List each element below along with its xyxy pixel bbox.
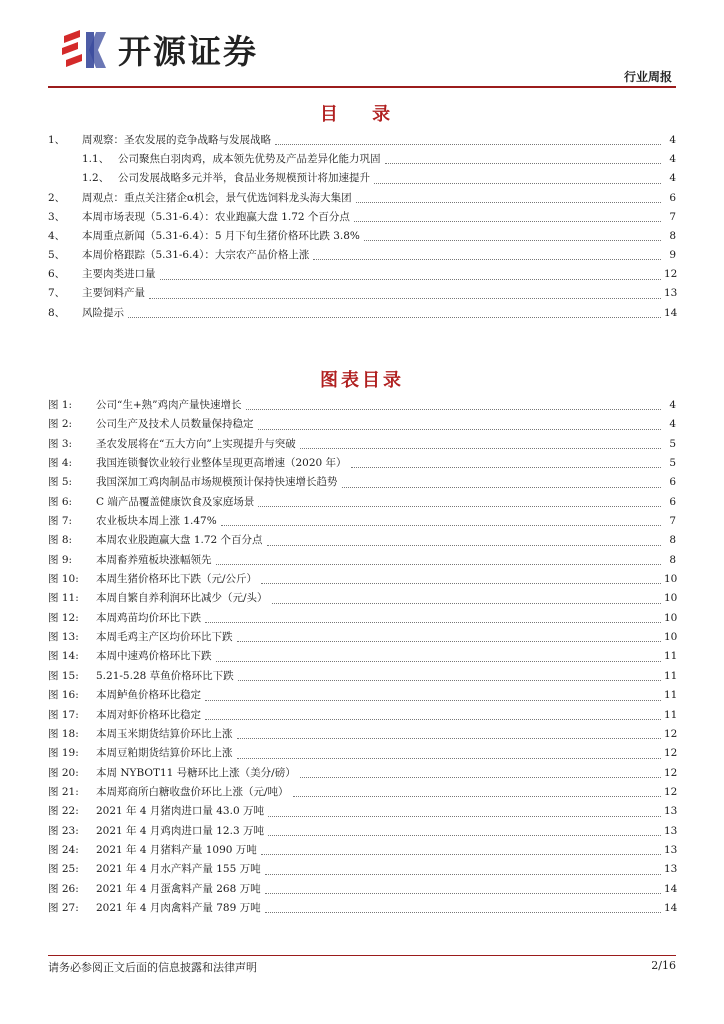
toc-entry[interactable]: [48, 131, 676, 150]
footer-divider: [48, 955, 676, 956]
entry-page-number: 9: [669, 249, 676, 262]
entry-label[interactable]: 公司聚焦白羽肉鸡，成本领先优势及产品差异化能力巩固: [118, 153, 381, 166]
entry-page-number: 12: [664, 727, 678, 740]
entry-number: 图 15:: [48, 669, 79, 682]
entry-number: 图 18:: [48, 727, 79, 740]
entry-page-number: 14: [664, 306, 678, 319]
entry-number: 1.1、: [82, 153, 110, 166]
entry-page-number: 5: [669, 457, 676, 470]
entry-number: 图 16:: [48, 689, 79, 702]
dot-leader: [261, 853, 661, 855]
entry-number: 图 20:: [48, 766, 79, 779]
dot-leader: [160, 278, 662, 280]
entry-label[interactable]: 本周玉米期货结算价环比上涨: [96, 727, 233, 740]
figures-title: 图表目录: [320, 370, 404, 391]
entry-number: 2、: [48, 191, 66, 204]
entry-number: 图 25:: [48, 863, 79, 876]
entry-label[interactable]: 本周市场表现（5.31-6.4）：农业跑赢大盘 1.72 个百分点: [82, 210, 350, 223]
figure-entry[interactable]: [48, 493, 676, 512]
figure-entry[interactable]: [48, 551, 676, 570]
entry-page-number: 7: [669, 210, 676, 223]
entry-page-number: 8: [669, 553, 676, 566]
dot-leader: [268, 815, 661, 817]
entry-page-number: 4: [669, 399, 676, 411]
dot-leader: [275, 143, 661, 145]
entry-label[interactable]: 本周 NYBOT11 号糖环比上涨（美分/磅）: [96, 766, 296, 779]
report-type-label: 行业周报: [623, 70, 672, 84]
toc-entry[interactable]: [48, 285, 676, 304]
entry-page-number: 13: [664, 287, 678, 300]
entry-label[interactable]: 风险提示: [82, 306, 124, 319]
entry-page-number: 4: [669, 172, 676, 185]
entry-page-number: 14: [664, 901, 678, 914]
entry-number: 图 14:: [48, 650, 79, 663]
dot-leader: [216, 563, 662, 565]
entry-page-number: 12: [664, 268, 678, 281]
entry-label[interactable]: 本周郑商所白糖收盘价环比上涨（元/吨）: [96, 785, 289, 798]
entry-label[interactable]: 公司“生+熟”鸡肉产量快速增长: [96, 399, 242, 411]
entry-number: 图 10:: [48, 573, 79, 586]
page-header: [48, 16, 676, 86]
dot-leader: [385, 162, 662, 164]
figure-entry[interactable]: [48, 744, 676, 763]
figure-entry[interactable]: [48, 706, 676, 725]
entry-number: 图 9:: [48, 553, 73, 566]
entry-label[interactable]: 公司生产及技术人员数量保持稳定: [96, 418, 254, 431]
dot-leader: [237, 640, 662, 642]
toc-entry[interactable]: [48, 189, 676, 208]
entry-page-number: 11: [664, 650, 678, 663]
figure-entry[interactable]: [48, 822, 676, 841]
dot-leader: [300, 447, 661, 449]
entry-page-number: 8: [669, 229, 676, 242]
entry-label[interactable]: 本周畜养殖板块涨幅领先: [96, 553, 212, 566]
figure-entry[interactable]: [48, 899, 676, 918]
dot-leader: [128, 316, 661, 318]
entry-number: 3、: [48, 210, 66, 223]
toc-entry[interactable]: [48, 246, 676, 265]
figure-entry[interactable]: [48, 647, 676, 666]
entry-label[interactable]: 周观点：重点关注猪企α机会，景气优选饲料龙头海大集团: [82, 191, 352, 204]
entry-label[interactable]: 本周价格跟踪（5.31-6.4）：大宗农产品价格上涨: [82, 249, 310, 262]
entry-number: 图 3:: [48, 437, 73, 450]
entry-page-number: 14: [664, 882, 678, 895]
entry-label[interactable]: 本周毛鸡主产区均价环比下跌: [96, 631, 233, 644]
entry-number: 图 6:: [48, 495, 73, 508]
dot-leader: [205, 718, 661, 720]
entry-page-number: 12: [664, 766, 678, 779]
figure-entry[interactable]: [48, 531, 676, 550]
entry-label[interactable]: 2021 年 4 月肉禽料产量 789 万吨: [96, 901, 261, 914]
kaiyuan-logo-icon: [58, 28, 114, 72]
entry-label[interactable]: 2021 年 4 月鸡肉进口量 12.3 万吨: [96, 824, 264, 837]
entry-number: 图 22:: [48, 805, 79, 818]
dot-leader: [205, 699, 661, 701]
entry-number: 图 23:: [48, 824, 79, 837]
entry-page-number: 11: [664, 689, 678, 702]
dot-leader: [237, 737, 662, 739]
entry-number: 1.2、: [82, 172, 110, 185]
figure-entry[interactable]: [48, 686, 676, 705]
figure-entry[interactable]: [48, 609, 676, 628]
entry-number: 图 4:: [48, 457, 73, 470]
dot-leader: [221, 524, 661, 526]
entry-label[interactable]: 我国深加工鸡肉制品市场规模预计保持快速增长趋势: [96, 476, 338, 489]
entry-page-number: 10: [664, 592, 678, 605]
entry-page-number: 13: [664, 843, 678, 856]
dot-leader: [216, 660, 662, 662]
entry-page-number: 13: [664, 863, 678, 876]
dot-leader: [265, 892, 661, 894]
dot-leader: [342, 486, 662, 488]
toc-entry[interactable]: [48, 265, 676, 284]
figure-entry[interactable]: [48, 725, 676, 744]
entry-label[interactable]: 我国连锁餐饮业较行业整体呈现更高增速（2020 年）: [96, 457, 347, 470]
entry-page-number: 5: [669, 437, 676, 450]
entry-number: 图 1:: [48, 399, 73, 411]
dot-leader: [258, 505, 661, 507]
figure-entry[interactable]: [48, 667, 676, 686]
dot-leader: [238, 679, 661, 681]
dot-leader: [265, 911, 661, 913]
dot-leader: [205, 621, 661, 623]
entry-number: 图 19:: [48, 747, 79, 760]
entry-number: 1、: [48, 133, 66, 146]
entry-page-number: 13: [664, 824, 678, 837]
footer-disclaimer: 请务必参阅正文后面的信息披露和法律声明: [48, 961, 257, 974]
entry-page-number: 12: [664, 785, 678, 798]
dot-leader: [300, 776, 661, 778]
figure-entry[interactable]: [48, 802, 676, 821]
figure-entry[interactable]: [48, 628, 676, 647]
entry-number: 图 24:: [48, 843, 79, 856]
entry-label[interactable]: 2021 年 4 月猪肉进口量 43.0 万吨: [96, 805, 264, 818]
entry-label[interactable]: 本周豆粕期货结算价环比上涨: [96, 747, 233, 760]
dot-leader: [149, 297, 661, 299]
dot-leader: [293, 795, 661, 797]
entry-page-number: 10: [664, 631, 678, 644]
entry-label[interactable]: C 端产品覆盖健康饮食及家庭场景: [96, 495, 255, 508]
entry-number: 图 27:: [48, 901, 79, 914]
figure-entry[interactable]: [48, 764, 676, 783]
entry-number: 7、: [48, 287, 66, 300]
dot-leader: [268, 834, 661, 836]
entry-label[interactable]: 2021 年 4 月水产料产量 155 万吨: [96, 863, 261, 876]
dot-leader: [267, 544, 661, 546]
toc-title: 目 录: [319, 104, 405, 125]
entry-number: 5、: [48, 249, 66, 262]
figure-entry[interactable]: [48, 415, 676, 434]
entry-label[interactable]: 本周重点新闻（5.31-6.4）：5 月下旬生猪价格环比跌 3.8%: [82, 229, 360, 242]
company-name: 开源证券: [118, 32, 258, 71]
figure-entry[interactable]: [48, 570, 676, 589]
dot-leader: [374, 182, 661, 184]
entry-number: 图 26:: [48, 882, 79, 895]
entry-page-number: 8: [669, 534, 676, 547]
entry-number: 图 21:: [48, 785, 79, 798]
entry-label[interactable]: 2021 年 4 月猪料产量 1090 万吨: [96, 843, 257, 856]
figure-entry[interactable]: [48, 396, 676, 415]
entry-label[interactable]: 本周农业股跑赢大盘 1.72 个百分点: [96, 534, 263, 547]
entry-number: 图 2:: [48, 418, 73, 431]
entry-page-number: 6: [669, 191, 676, 204]
entry-page-number: 10: [664, 611, 678, 624]
figure-entry[interactable]: [48, 454, 676, 473]
entry-label[interactable]: 主要饲料产量: [82, 287, 145, 300]
figure-entry[interactable]: [48, 435, 676, 454]
entry-page-number: 10: [664, 573, 678, 586]
dot-leader: [265, 873, 661, 875]
entry-label[interactable]: 5.21-5.28 草鱼价格环比下跌: [96, 669, 234, 682]
dot-leader: [258, 428, 662, 430]
figure-entry[interactable]: [48, 841, 676, 860]
entry-page-number: 6: [669, 495, 676, 508]
figure-entry[interactable]: [48, 589, 676, 608]
dot-leader: [313, 258, 661, 260]
entry-number: 4、: [48, 229, 66, 242]
dot-leader: [237, 757, 662, 759]
entry-label[interactable]: 本周对虾价格环比稳定: [96, 708, 201, 721]
entry-label[interactable]: 农业板块本周上涨 1.47%: [96, 515, 217, 528]
entry-number: 图 17:: [48, 708, 79, 721]
entry-page-number: 6: [669, 476, 676, 489]
entry-label[interactable]: 本周鸡苗均价环比下跌: [96, 611, 201, 624]
entry-number: 图 5:: [48, 476, 73, 489]
entry-page-number: 4: [669, 418, 676, 431]
entry-page-number: 7: [669, 515, 676, 528]
dot-leader: [356, 201, 661, 203]
entry-label[interactable]: 主要肉类进口量: [82, 268, 156, 281]
entry-page-number: 11: [664, 708, 678, 721]
figure-list: [48, 396, 676, 918]
table-of-contents: [48, 131, 676, 323]
figure-entry[interactable]: [48, 880, 676, 899]
entry-number: 图 12:: [48, 611, 79, 624]
toc-entry[interactable]: [48, 304, 676, 323]
entry-label[interactable]: 周观察：圣农发展的竞争战略与发展战略: [82, 133, 271, 146]
entry-number: 图 7:: [48, 515, 73, 528]
entry-page-number: 12: [664, 747, 678, 760]
entry-number: 图 8:: [48, 534, 73, 547]
toc-entry[interactable]: [48, 169, 676, 188]
dot-leader: [351, 466, 661, 468]
entry-page-number: 4: [669, 133, 676, 146]
entry-page-number: 13: [664, 805, 678, 818]
dot-leader: [261, 582, 661, 584]
entry-page-number: 4: [669, 153, 676, 166]
entry-label[interactable]: 本周自繁自养利润环比减少（元/头）: [96, 592, 268, 605]
entry-label[interactable]: 本周中速鸡价格环比下跌: [96, 650, 212, 663]
header-divider: [48, 86, 676, 88]
entry-number: 6、: [48, 268, 66, 281]
dot-leader: [272, 602, 661, 604]
toc-entry[interactable]: [48, 208, 676, 227]
entry-page-number: 11: [664, 669, 678, 682]
toc-entry[interactable]: [48, 150, 676, 169]
dot-leader: [364, 239, 661, 241]
entry-label[interactable]: 2021 年 4 月蛋禽料产量 268 万吨: [96, 882, 261, 895]
entry-number: 图 11:: [48, 592, 79, 605]
figure-entry[interactable]: [48, 783, 676, 802]
figure-entry[interactable]: [48, 512, 676, 531]
figure-entry[interactable]: [48, 473, 676, 492]
entry-label[interactable]: 本周鲈鱼价格环比稳定: [96, 689, 201, 702]
entry-number: 8、: [48, 306, 66, 319]
entry-label[interactable]: 公司发展战略多元并举，食品业务规模预计将加速提升: [118, 172, 370, 185]
dot-leader: [246, 408, 661, 410]
dot-leader: [354, 220, 661, 222]
entry-label[interactable]: 圣农发展将在“五大方向”上实现提升与突破: [96, 437, 296, 450]
figure-entry[interactable]: [48, 860, 676, 879]
entry-number: 图 13:: [48, 631, 79, 644]
company-logo: [58, 26, 258, 73]
page-number: 2/16: [651, 959, 676, 972]
toc-entry[interactable]: [48, 227, 676, 246]
entry-label[interactable]: 本周生猪价格环比下跌（元/公斤）: [96, 573, 258, 586]
